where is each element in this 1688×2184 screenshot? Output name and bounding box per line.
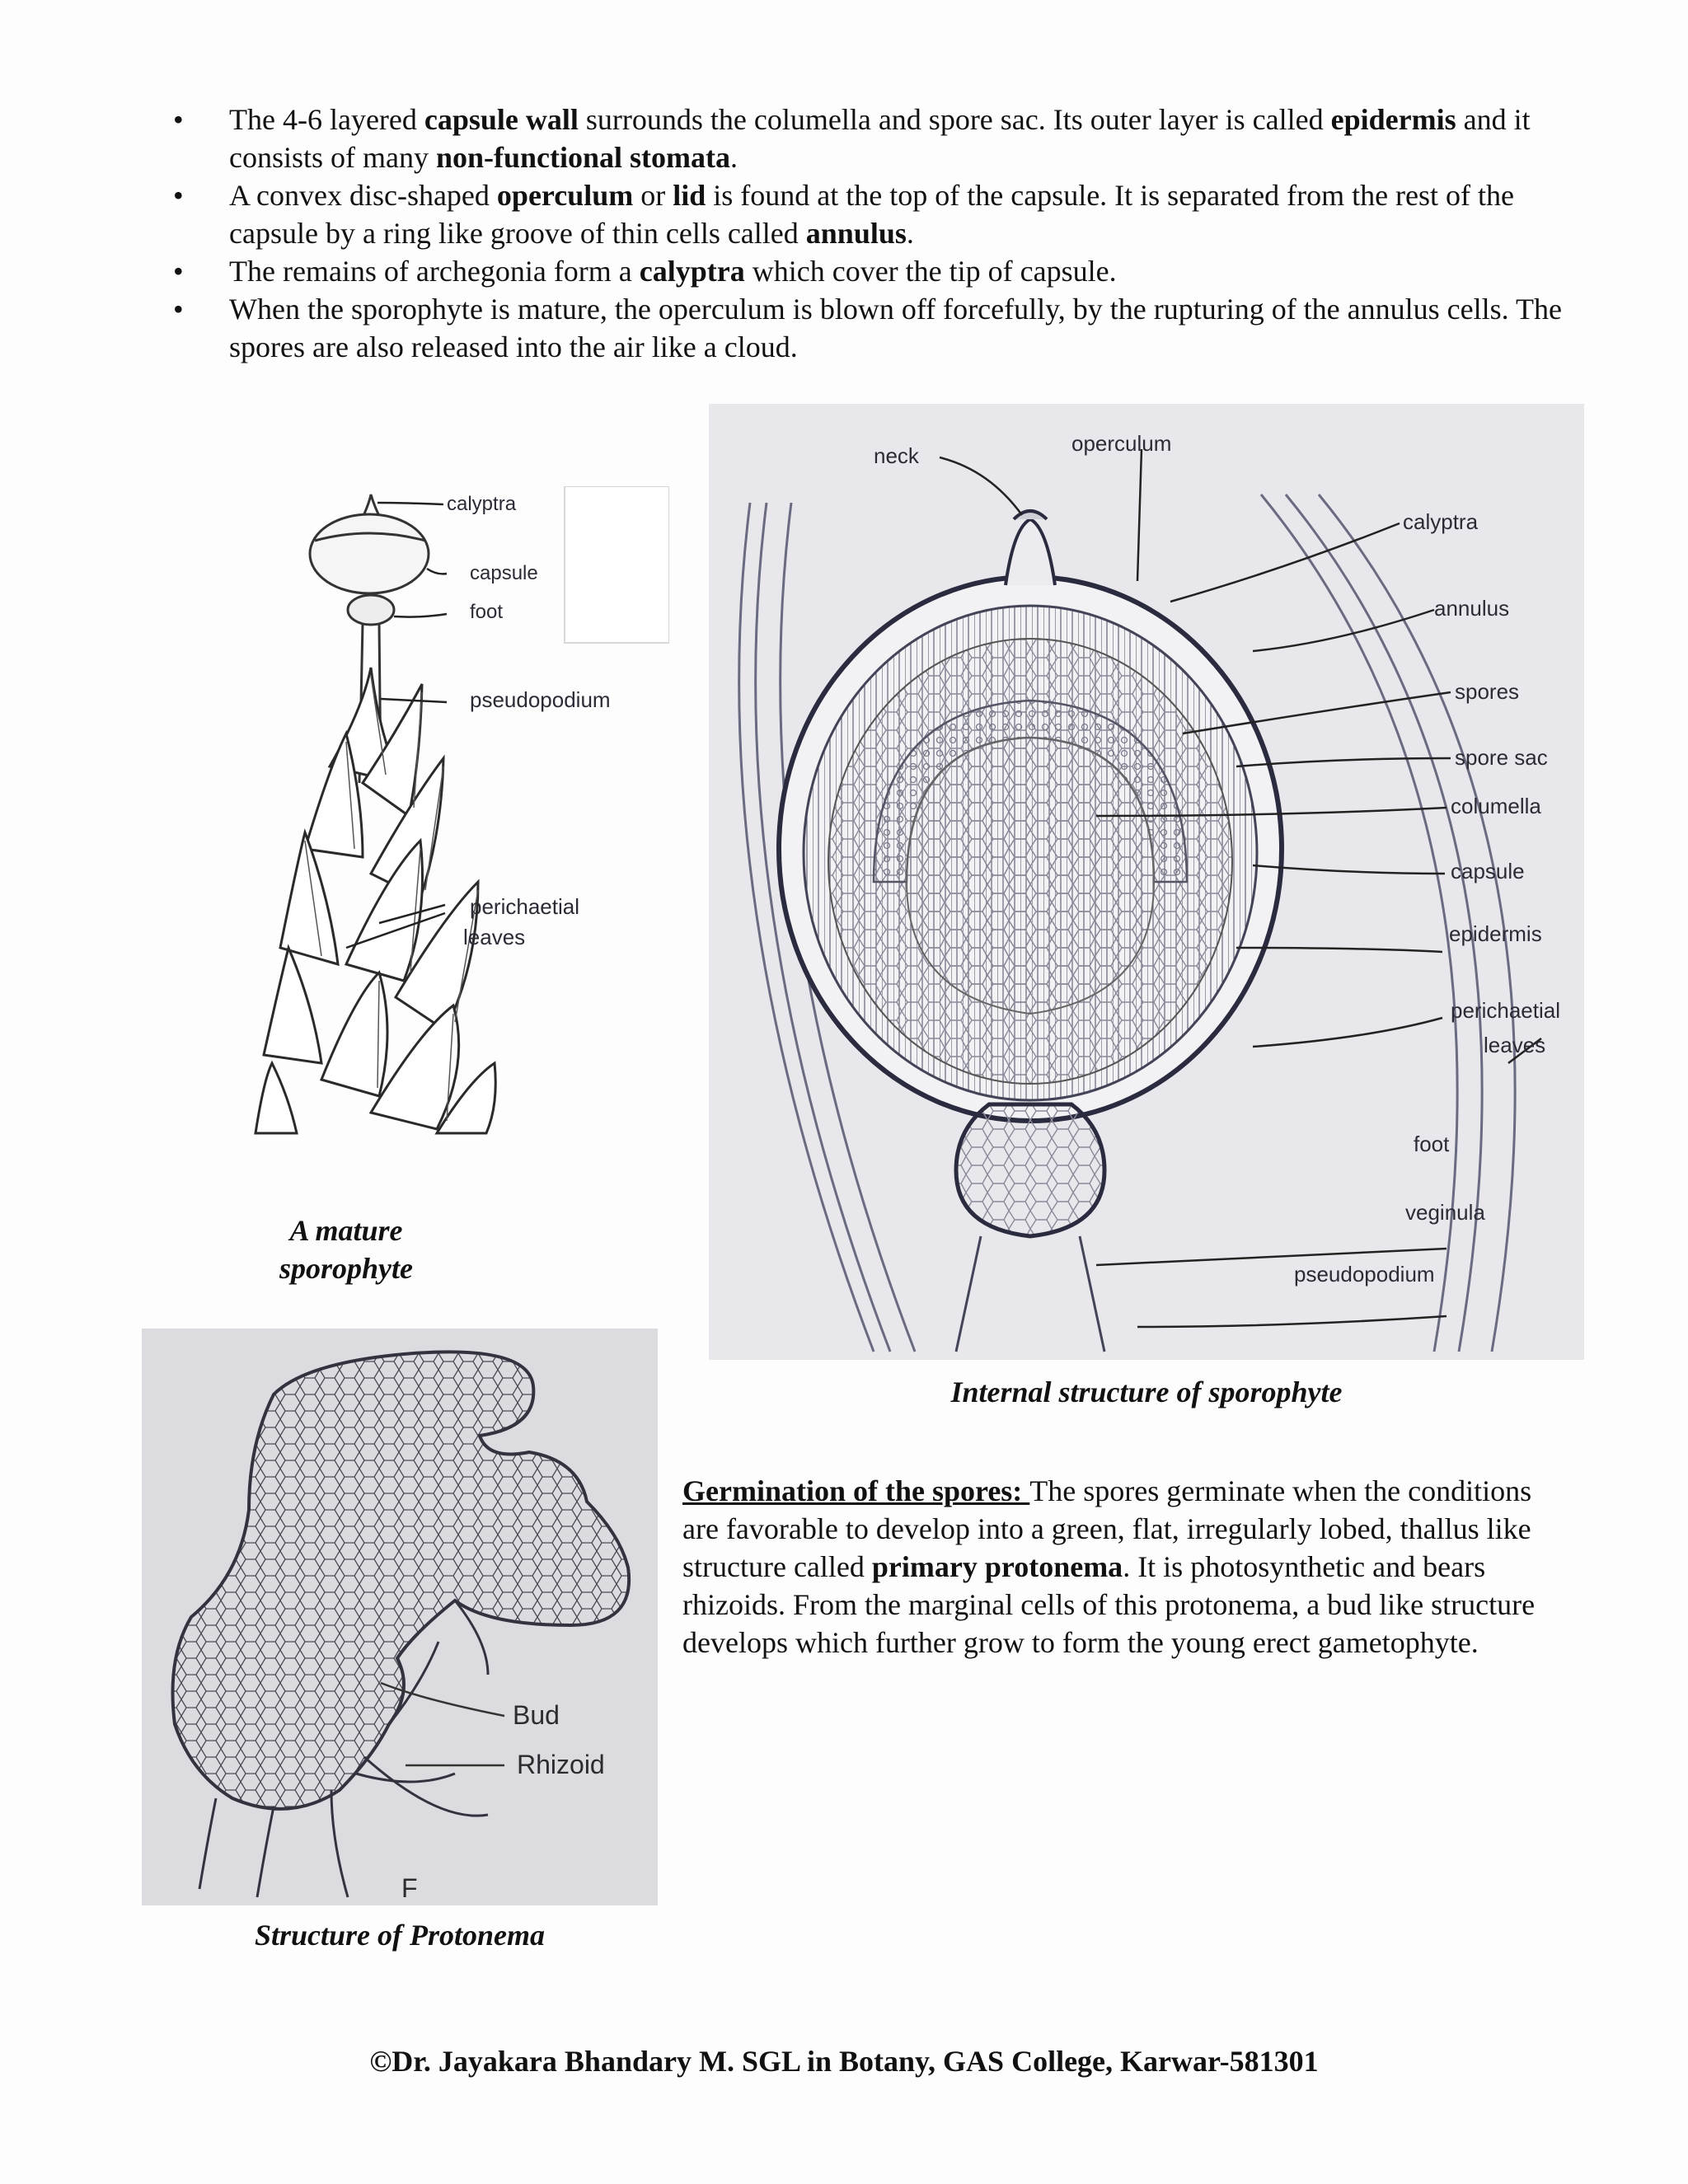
- bullet-text: epidermis: [1330, 103, 1456, 136]
- label-columella: columella: [1451, 794, 1541, 818]
- bullet-list: [173, 101, 1591, 366]
- bullet-text: capsule wall: [424, 103, 579, 136]
- bullet-text: .: [906, 217, 914, 250]
- label-leaves: leaves: [1484, 1033, 1546, 1057]
- label-veginula: veginula: [1405, 1200, 1485, 1225]
- label-rhizoid: Rhizoid: [517, 1750, 605, 1779]
- bullet-operculum: [173, 176, 1591, 252]
- label-neck: neck: [874, 443, 919, 468]
- caption-mature-sporophyte: [239, 1212, 453, 1287]
- caption-protonema: Structure of Protonema: [254, 1919, 546, 1952]
- bullet-text: calyptra: [639, 255, 745, 288]
- label-foot: foot: [1414, 1132, 1450, 1156]
- bullet-text: operculum: [496, 179, 634, 212]
- bullet-text: A convex disc-shaped: [229, 179, 497, 212]
- germination-text: The spores germinate when the conditions are favorable to develop into a green, flat, irregularly lobed, thallus like structure called: [682, 1474, 1532, 1583]
- label-annulus: annulus: [1434, 596, 1510, 621]
- label-foot: foot: [470, 601, 504, 623]
- germination-paragraph: [682, 1472, 1564, 1661]
- bullet-text: surrounds the columella and spore sac. Its outer layer is called: [578, 103, 1331, 136]
- germination-heading: Germination of the spores:: [682, 1474, 1030, 1507]
- germination-text: . It is photosynthetic and bears rhizoids. From the marginal cells of this protonema, a bud like structure develops which further grow to form the young erect gametophyte.: [682, 1550, 1536, 1659]
- label-pseudopodium: pseudopodium: [1294, 1262, 1435, 1286]
- bullet-text: .: [730, 141, 738, 174]
- label-perichaetial: perichaetial: [1451, 998, 1560, 1023]
- internal-structure-illustration: [709, 404, 1584, 1360]
- germination-text: primary protonema: [871, 1550, 1123, 1583]
- caption-line: sporophyte: [279, 1252, 413, 1285]
- bullet-capsule-wall: [173, 101, 1591, 176]
- figure-protonema: [142, 1329, 658, 1905]
- bullet-text: When the sporophyte is mature, the operculum is blown off forcefully, by the rupturing of the annulus cells. The spores are also released into the air like a cloud.: [229, 293, 1562, 363]
- label-epidermis: epidermis: [1449, 921, 1542, 946]
- mature-sporophyte-illustration: [239, 486, 669, 1137]
- bullet-text: The remains of archegonia form a: [229, 255, 640, 288]
- bullet-text: annulus: [805, 217, 907, 250]
- footer-credit: ©Dr. Jayakara Bhandary M. SGL in Botany, GAS College, Karwar-581301: [369, 2045, 1319, 2078]
- bullet-text: or: [633, 179, 673, 212]
- bullet-calyptra: [173, 252, 1591, 290]
- caption-line: A mature: [289, 1214, 403, 1247]
- caption-internal-structure: Internal structure of sporophyte: [950, 1376, 1343, 1408]
- label-spore-sac: spore sac: [1455, 745, 1548, 770]
- label-calyptra: calyptra: [447, 493, 517, 515]
- label-pseudopodium: pseudopodium: [470, 687, 611, 712]
- label-perichaetial: perichaetial: [470, 894, 579, 919]
- figure-mature-sporophyte: [239, 486, 669, 1137]
- bullet-text: non-functional stomata: [435, 141, 731, 174]
- label-capsule: capsule: [470, 562, 538, 584]
- label-spores: spores: [1455, 679, 1520, 704]
- protonema-illustration: [142, 1329, 658, 1905]
- bullet-text: which cover the tip of capsule.: [744, 255, 1117, 288]
- bullet-dehiscence: [173, 290, 1591, 366]
- label-operculum: operculum: [1071, 431, 1172, 456]
- figure-internal-structure: [709, 404, 1584, 1360]
- label-capsule: capsule: [1451, 859, 1525, 883]
- label-bud: Bud: [513, 1700, 560, 1730]
- bullet-text: lid: [673, 179, 706, 212]
- bullet-text: The 4-6 layered: [229, 103, 424, 136]
- label-calyptra: calyptra: [1403, 509, 1479, 534]
- label-leaves: leaves: [463, 925, 526, 949]
- label-letter: F: [401, 1873, 418, 1903]
- bullet-text: and it consists of many: [229, 103, 1531, 174]
- bullet-text: is found at the top of the capsule. It is separated from the rest of the capsule by a ring like groove of thin cells called: [229, 179, 1514, 250]
